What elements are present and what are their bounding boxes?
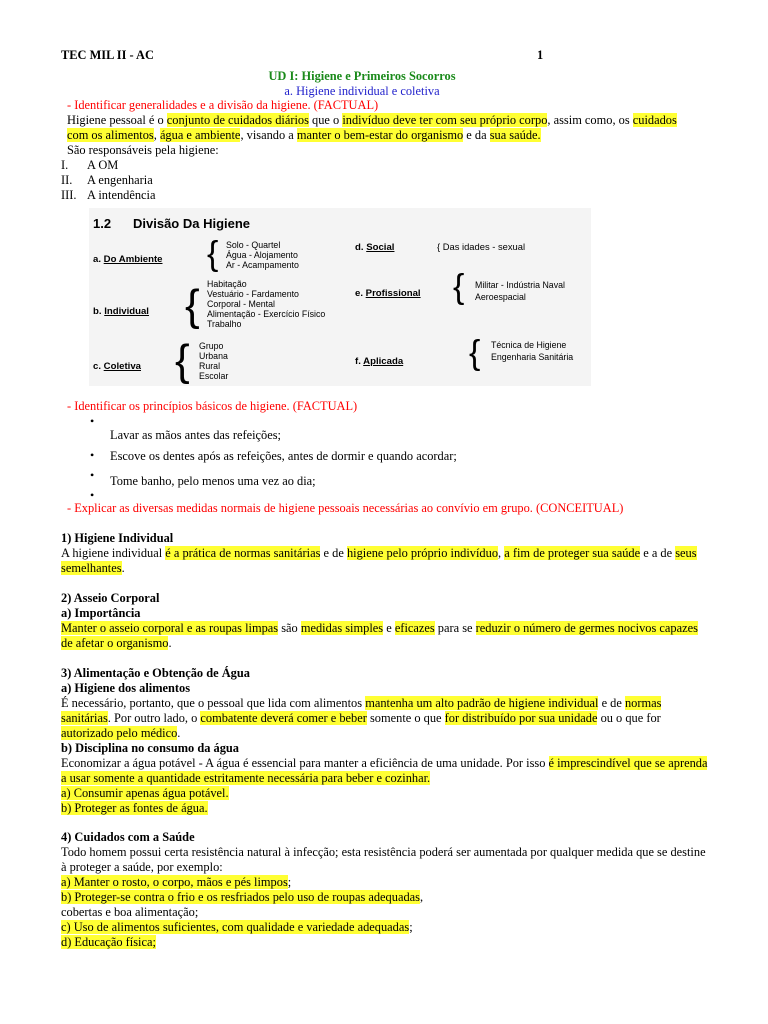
section-title: 3) Alimentação e Obtenção de Água [61,666,250,680]
category-item: Corporal - Mental [207,299,275,309]
responsaveis-intro: São responsáveis pela higiene: [67,143,219,157]
category-item: Habitação [207,279,247,289]
principle-item: Tome banho, pelo menos uma vez ao dia; [110,474,316,488]
category-d: d. Social [355,242,395,253]
category-item: Água - Alojamento [226,250,298,260]
paragraph-line: Higiene pessoal é o conjunto de cuidados diários que o indivíduo deve ter com seu próprio corpo, assim como, os cuidados [67,113,677,127]
objective-3: - Explicar as diversas medidas normais de higiene pessoais necessárias ao convívio em grupo. (CONCEITUAL) [67,501,624,515]
category-item: Alimentação - Exercício Físico [207,309,326,319]
brace-icon: { [175,336,190,385]
paragraph-line: com os alimentos, água e ambiente, visando a manter o bem-estar do organismo e da sua saúde. [67,128,541,142]
list-number: III. [61,188,77,202]
section-subtitle: a) Importância [61,606,141,620]
category-item: { Das idades - sexual [437,241,526,252]
header-course: TEC MIL II - AC [61,48,154,62]
category-item: Engenharia Sanitária [491,352,574,362]
objective-1: - Identificar generalidades e a divisão da higiene. (FACTUAL) [67,98,379,112]
list-item: d) Educação física; [61,935,156,949]
list-item: cobertas e boa alimentação; [61,905,199,919]
category-b: b. Individual [93,306,149,317]
list-number: II. [61,173,73,187]
section-subtitle: a) Higiene dos alimentos [61,681,191,695]
hygiene-division-figure [89,208,591,386]
brace-icon: { [207,235,219,273]
figure-number: 1.2 [93,216,112,231]
bullet-icon: • [90,468,95,482]
category-item: Aeroespacial [475,292,526,302]
category-e: e. Profissional [355,288,421,299]
brace-icon: { [185,281,200,330]
paragraph-line: Economizar a água potável - A água é essencial para manter a eficiência de uma unidade. Por isso é imprescindível que se aprenda [61,756,708,770]
paragraph-line: autorizado pelo médico. [61,726,181,740]
unit-subtitle: a. Higiene individual e coletiva [284,84,440,98]
principle-item: Escove os dentes após as refeições, antes de dormir e quando acordar; [110,449,457,463]
section-title: 4) Cuidados com a Saúde [61,830,195,844]
paragraph-line: sanitárias. Por outro lado, o combatente deverá comer e beber somente o que for distribuído por sua unidade ou o que for [61,711,661,725]
list-item: a) Manter o rosto, o corpo, mãos e pés limpos; [61,875,292,889]
category-item: Militar - Indústria Naval [475,280,565,290]
category-item: Escolar [199,371,229,381]
paragraph-line: de afetar o organismo. [61,636,172,650]
list-item: a) Consumir apenas água potável. [61,786,229,800]
objective-2: - Identificar os princípios básicos de higiene. (FACTUAL) [67,399,358,413]
list-item: A intendência [87,188,156,202]
section-title: 2) Asseio Corporal [61,591,160,605]
section-title: 1) Higiene Individual [61,531,174,545]
bullet-icon: • [90,414,95,428]
bullet-icon: • [90,488,95,502]
bullet-icon: • [90,448,95,462]
category-item: Grupo [199,341,224,351]
category-item: Urbana [199,351,228,361]
category-a: a. Do Ambiente [93,254,163,265]
paragraph-line: Todo homem possui certa resistência natural à infecção; esta resistência poderá ser aumentada por qualquer medida que se destine [61,845,706,859]
paragraph-line: É necessário, portanto, que o pessoal que lida com alimentos mantenha um alto padrão de higiene individual e de normas [61,696,662,710]
category-f: f. Aplicada [355,356,404,367]
paragraph-line: Manter o asseio corporal e as roupas limpas são medidas simples e eficazes para se reduzir o número de germes nocivos capazes [61,621,698,635]
category-c: c. Coletiva [93,361,141,372]
category-item: Solo - Quartel [226,240,281,250]
brace-icon: { [453,268,465,306]
section-subtitle: b) Disciplina no consumo da água [61,741,239,755]
page-number: 1 [537,48,544,62]
brace-icon: { [469,334,481,372]
paragraph-line: a usar somente a quantidade estritamente necessária para beber e cozinhar. [61,771,431,785]
category-item: Técnica de Higiene [491,340,567,350]
list-item: A engenharia [87,173,153,187]
category-item: Rural [199,361,221,371]
paragraph-line: A higiene individual é a prática de normas sanitárias e de higiene pelo próprio indivíduo, a fim de proteger sua saúde e a de seus [61,546,697,560]
list-item: c) Uso de alimentos suficientes, com qualidade e variedade adequadas; [61,920,413,934]
list-item: A OM [87,158,119,172]
list-item: b) Proteger as fontes de água. [61,801,208,815]
principle-item: Lavar as mãos antes das refeições; [110,428,281,442]
paragraph-line: semelhantes. [61,561,125,575]
list-number: I. [61,158,69,172]
list-item: b) Proteger-se contra o frio e os resfriados pelo uso de roupas adequadas, [61,890,424,904]
paragraph-line: à proteger a saúde, por exemplo: [61,860,223,874]
figure-title: Divisão Da Higiene [133,216,251,231]
category-item: Ar - Acampamento [226,260,299,270]
unit-title: UD I: Higiene e Primeiros Socorros [268,69,456,83]
category-item: Trabalho [207,319,242,329]
category-item: Vestuário - Fardamento [207,289,299,299]
